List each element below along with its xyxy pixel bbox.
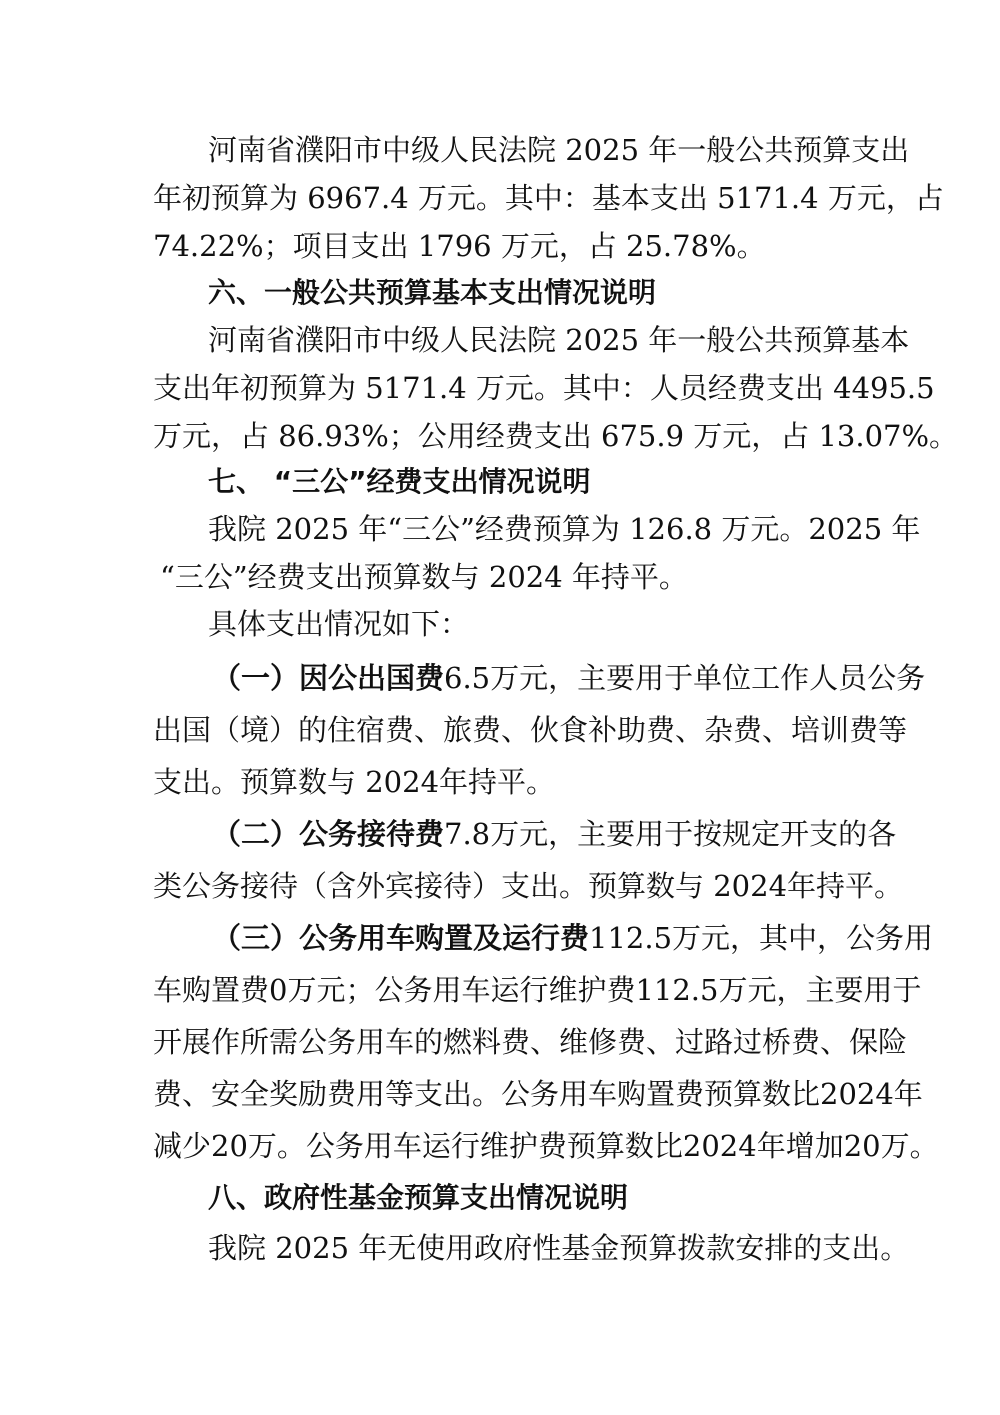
- section-heading-eight: 八、政府性基金预算支出情况说明: [208, 1181, 629, 1214]
- paragraph-line: “三公”经费支出预算数与 2024 年持平。: [160, 560, 688, 594]
- section-heading-six: 六、一般公共预算基本支出情况说明: [208, 276, 657, 309]
- paragraph-line: 万元，占 86.93%；公用经费支出 675.9 万元，占 13.07%。: [153, 419, 959, 453]
- list-item-line: 类公务接待（含外宾接待）支出。预算数与 2024年持平。: [153, 869, 904, 903]
- item-lead-rest: 112.5万元，其中，公务用: [589, 921, 934, 955]
- paragraph-line: 河南省濮阳市中级人民法院 2025 年一般公共预算支出: [208, 133, 910, 167]
- list-item-line: 车购置费0万元；公务用车运行维护费112.5万元，主要用于: [153, 973, 922, 1007]
- list-item-line: 开展作所需公务用车的燃料费、维修费、过路过桥费、保险: [153, 1025, 908, 1059]
- item-lead-label: （三）公务用车购置及运行费: [212, 921, 590, 955]
- paragraph-line: 具体支出情况如下：: [208, 607, 470, 641]
- item-lead-label: （二）公务接待费: [212, 817, 445, 851]
- paragraph-line: 年初预算为 6967.4 万元。其中：基本支出 5171.4 万元，占: [153, 181, 944, 215]
- list-item-line: [212, 658, 926, 698]
- paragraph-line: 河南省濮阳市中级人民法院 2025 年一般公共预算基本: [208, 323, 910, 357]
- list-item-line: 支出。预算数与 2024年持平。: [153, 765, 556, 799]
- list-item-line: 费、安全奖励费用等支出。公务用车购置费预算数比2024年: [153, 1077, 923, 1111]
- list-item-line: 出国（境）的住宿费、旅费、伙食补助费、杂费、培训费等: [153, 713, 908, 747]
- item-lead-rest: 7.8万元，主要用于按规定开支的各: [444, 817, 897, 851]
- paragraph-line: 我院 2025 年“三公”经费预算为 126.8 万元。2025 年: [208, 512, 921, 546]
- list-item-line: 减少20万。公务用车运行维护费预算数比2024年增加20万。: [153, 1129, 939, 1163]
- item-lead-label: （一）因公出国费: [212, 661, 445, 695]
- section-heading-seven: 七、 “三公”经费支出情况说明: [208, 465, 591, 498]
- list-item-line: [212, 814, 897, 854]
- list-item-line: [212, 918, 934, 958]
- item-lead-rest: 6.5万元，主要用于单位工作人员公务: [444, 661, 926, 695]
- paragraph-line: 我院 2025 年无使用政府性基金预算拨款安排的支出。: [208, 1231, 910, 1265]
- paragraph-line: 74.22%；项目支出 1796 万元，占 25.78%。: [153, 229, 766, 263]
- paragraph-line: 支出年初预算为 5171.4 万元。其中：人员经费支出 4495.5: [153, 371, 935, 405]
